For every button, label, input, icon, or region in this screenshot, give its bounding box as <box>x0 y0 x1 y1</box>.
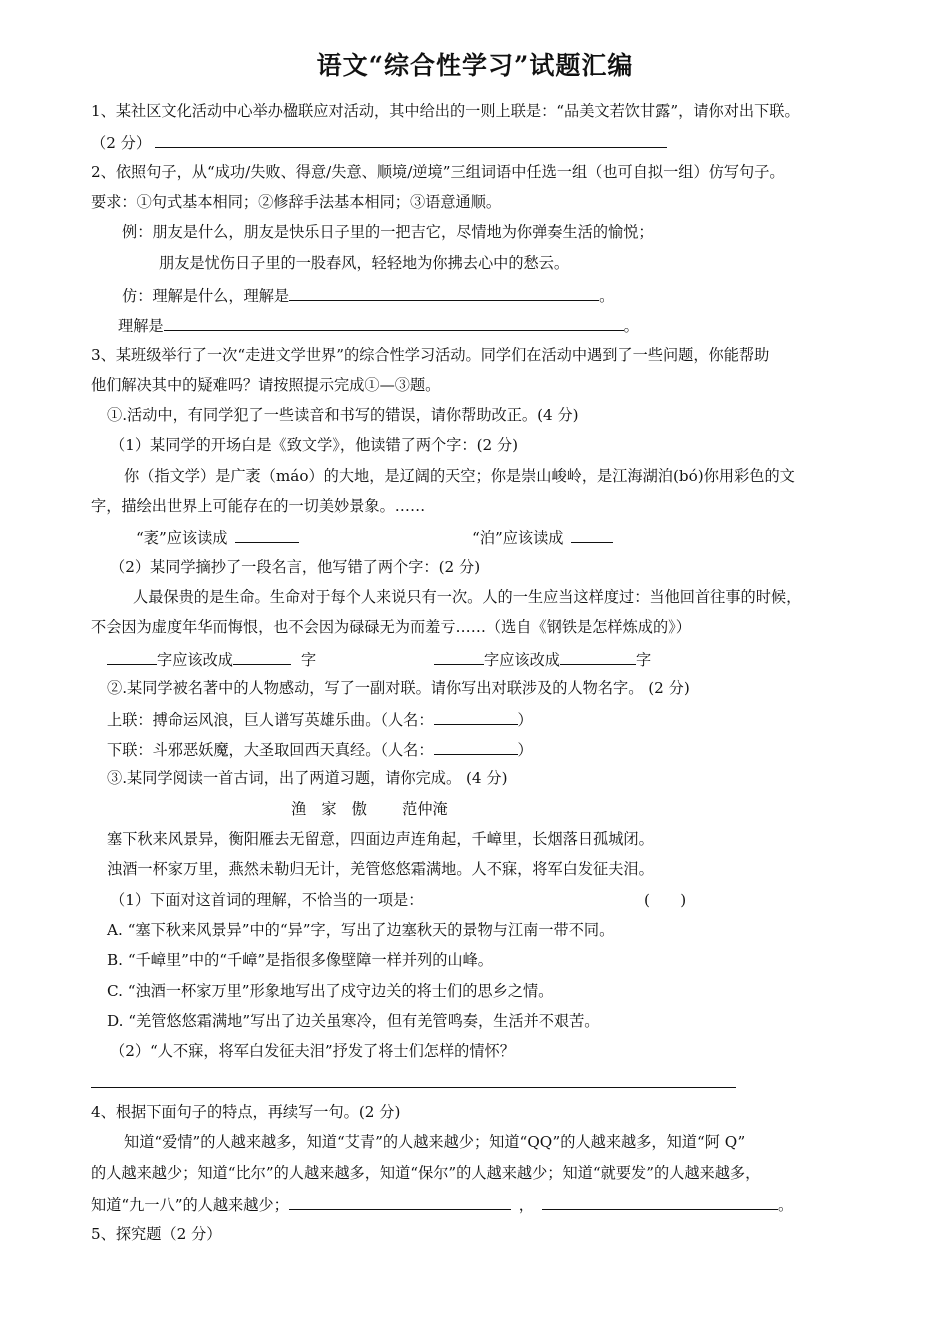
q1-text: 1、某社区文化活动中心举办楹联应对活动，其中给出的一则上联是：“品美文若饮甘露”，请你对出下联。 <box>91 102 800 120</box>
q3-correct-char-blank-1[interactable] <box>233 648 291 665</box>
q1-score: （2 分） <box>91 134 152 152</box>
q3-lower-name-blank[interactable] <box>434 738 518 755</box>
q3-sub1-answer-paren[interactable]: ( ) <box>644 891 687 909</box>
q3-quote-2: 不会因为虚度年华而悔恨，也不会因为碌碌无为而羞亏……（选自《钢铁是怎样炼成的》） <box>91 618 691 636</box>
q3-lower-couplet <box>107 738 533 760</box>
q2-requirements: 要求：①句式基本相同；②修辞手法基本相同；③语意通顺。 <box>91 193 502 211</box>
q2-text: 2、依照句子，从“成功/失败、得意/失意、顺境/逆境”三组词语中任选一组（也可自拟一组）仿写句子。 <box>91 163 785 181</box>
q4-period: 。 <box>777 1196 794 1214</box>
q3-sub2-answer-line[interactable] <box>91 1087 736 1088</box>
q3-bo-prompt: “泊”应该读成 <box>472 529 564 547</box>
q2-imitate-prompt-2: 理解是 <box>118 317 164 335</box>
q2-example-2: 朋友是忧伤日子里的一股春风，轻轻地为你拂去心中的愁云。 <box>159 254 570 272</box>
q3-wrong-char-blank-1[interactable] <box>107 648 157 665</box>
q5-head: 5、探究题（2 分） <box>91 1225 222 1243</box>
q3-correct-char-blank-2[interactable] <box>560 648 636 665</box>
q2-period-2: 。 <box>623 317 639 335</box>
q2-period: 。 <box>599 287 615 305</box>
q3-part1-sub1-text-1: 你（指文学）是广袤（máo）的大地，是辽阔的天空；你是崇山峻岭，是江海湖泊(bó)你用彩色的文 <box>124 467 795 485</box>
q3-part1: ①.活动中，有同学犯了一些读音和书写的错误，请你帮助改正。(4 分) <box>107 406 579 424</box>
q3-sub1: （1）下面对这首词的理解，不恰当的一项是： <box>110 891 424 909</box>
q3-mao-prompt: “袤”应该读成 <box>136 529 228 547</box>
option-c[interactable]: C. “浊酒一杯家万里”形象地写出了戍守边关的将士们的思乡之情。 <box>107 982 554 1000</box>
poem-line-2: 浊酒一杯家万里，燕然未勒归无计，羌管悠悠霜满地。人不寐，将军白发征夫泪。 <box>107 860 654 878</box>
q4-head: 4、根据下面句子的特点，再续写一句。(2 分) <box>91 1103 401 1121</box>
q3-lower-close: ） <box>517 741 533 759</box>
poem-line-1: 塞下秋来风景异，衡阳雁去无留意，四面边声连角起，千嶂里，长烟落日孤城闭。 <box>107 830 654 848</box>
q1-answer-blank[interactable] <box>155 131 667 148</box>
q3-part2: ②.某同学被名著中的人物感动，写了一副对联。请你写出对联涉及的人物名字。 (2 分) <box>107 679 690 697</box>
q3-zi-2: 字 <box>635 651 652 669</box>
q3-quote-1: 人最保贵的是生命。生命对于每个人来说只有一次。人的一生应当这样度过：当他回首往事的时候， <box>133 588 802 606</box>
q3-wrong-char-blank-2[interactable] <box>434 648 484 665</box>
q3-bo-line <box>472 526 613 548</box>
q3-correct-line-2 <box>434 648 651 670</box>
q2-imitate-blank-1[interactable] <box>289 284 599 301</box>
q3-mao-blank[interactable] <box>235 526 299 543</box>
q3-bo-blank[interactable] <box>571 526 613 543</box>
q3-intro-1: 3、某班级举行了一次“走进文学世界”的综合性学习活动。同学们在活动中遇到了一些问题，你能帮助 <box>91 346 770 364</box>
q3-should-change-2: 字应该改成 <box>484 651 560 669</box>
q3-should-change-1: 字应该改成 <box>157 651 233 669</box>
q2-example-1: 例：朋友是什么，朋友是快乐日子里的一把吉它，尽情地为你弹奏生活的愉悦； <box>122 223 654 241</box>
q3-upper-text: 上联：搏命运风浪，巨人谱写英雄乐曲。（人名： <box>107 711 434 729</box>
q3-part1-sub2: （2）某同学摘抄了一段名言，他写错了两个字：(2 分) <box>110 558 481 576</box>
q3-upper-couplet <box>107 708 533 730</box>
q3-zi-1: 字 <box>300 651 317 669</box>
option-d[interactable]: D. “羌管悠悠霜满地”写出了边关虽寒冷，但有羌管鸣奏，生活并不艰苦。 <box>107 1012 600 1030</box>
q3-sub2: （2）“人不寐，将军白发征夫泪”抒发了将士们怎样的情怀？ <box>110 1042 515 1060</box>
q3-intro-2: 他们解决其中的疑难吗？请按照提示完成①—③题。 <box>91 376 441 394</box>
q3-correct-line-1 <box>107 648 316 670</box>
q3-part3: ③.某同学阅读一首古词，出了两道习题，请你完成。 (4 分) <box>107 769 508 787</box>
q3-part1-sub1: （1）某同学的开场白是《致文学》，他读错了两个字：(2 分) <box>110 436 519 454</box>
q4-text-3-line <box>91 1193 793 1215</box>
q4-comma: ， <box>518 1196 534 1214</box>
q4-blank-2[interactable] <box>542 1193 778 1210</box>
q4-text-2: 的人越来越少；知道“比尔”的人越来越多，知道“保尔”的人越来越少；知道“就要发”的人越来越多， <box>91 1164 761 1182</box>
q2-imitate-line-2 <box>118 314 639 336</box>
page-title: 语文“综合性学习”试题汇编 <box>316 51 634 80</box>
q2-imitate-prompt: 仿：理解是什么，理解是 <box>122 287 290 305</box>
q4-text-1: 知道“爱情”的人越来越多，知道“艾青”的人越来越少；知道“QQ”的人越来越多，知道“阿 Q” <box>124 1133 746 1151</box>
q1-score-line <box>91 131 667 153</box>
q3-upper-name-blank[interactable] <box>434 708 518 725</box>
q2-imitate-blank-2[interactable] <box>164 314 624 331</box>
q4-blank-1[interactable] <box>289 1193 511 1210</box>
q4-text-3: 知道“九一八”的人越来越少； <box>91 1196 289 1214</box>
q3-lower-text: 下联：斗邪恶妖魔，大圣取回西天真经。（人名： <box>107 741 434 759</box>
q3-mao-line <box>136 526 299 548</box>
option-b[interactable]: B. “千嶂里”中的“千嶂”是指很多像壁障一样并列的山峰。 <box>107 951 493 969</box>
q3-upper-close: ） <box>517 711 533 729</box>
q3-part1-sub1-text-2: 字，描绘出世界上可能存在的一切美妙景象。…… <box>91 497 426 515</box>
q2-imitate-line <box>122 284 614 306</box>
poem-title: 渔 家 傲 范仲淹 <box>291 800 448 818</box>
option-a[interactable]: A. “塞下秋来风景异”中的“异”字，写出了边塞秋天的景物与江南一带不同。 <box>107 921 615 939</box>
